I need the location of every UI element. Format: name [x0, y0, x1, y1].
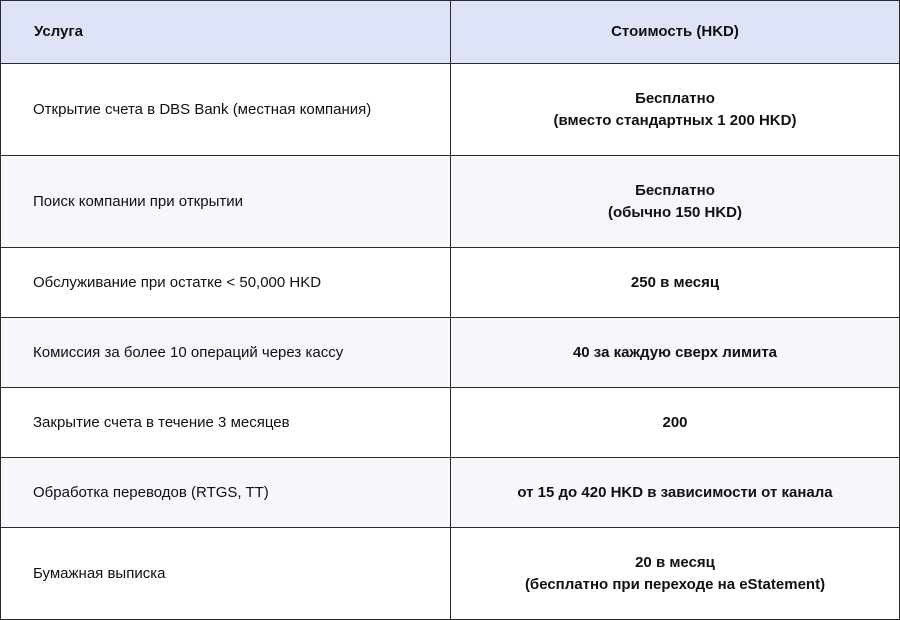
service-cell: Обслуживание при остатке < 50,000 HKD [1, 248, 451, 318]
cost-cell [451, 528, 900, 620]
cost-main: 250 в месяц [630, 273, 720, 291]
table-row [1, 318, 900, 388]
header-cost: Стоимость (HKD) [451, 1, 900, 64]
cost-cell [451, 318, 900, 388]
table-row [1, 388, 900, 458]
table-row [1, 64, 900, 156]
service-cell: Комиссия за более 10 операций через кассу [1, 318, 451, 388]
cost-main: 200 [662, 413, 688, 431]
cost-note: (вместо стандартных 1 200 HKD) [553, 111, 797, 129]
cost-note: (обычно 150 HKD) [607, 203, 743, 221]
cost-cell [451, 156, 900, 248]
cost-cell [451, 458, 900, 528]
table-header [1, 1, 900, 64]
table-row [1, 458, 900, 528]
table-row [1, 248, 900, 318]
service-cell: Закрытие счета в течение 3 месяцев [1, 388, 451, 458]
cost-main: от 15 до 420 HKD в зависимости от канала [517, 483, 833, 501]
cost-note: (бесплатно при переходе на eStatement) [524, 575, 826, 593]
cost-cell [451, 388, 900, 458]
cost-main: Бесплатно [635, 89, 715, 107]
service-cell: Поиск компании при открытии [1, 156, 451, 248]
service-cell: Открытие счета в DBS Bank (местная компания) [1, 64, 451, 156]
header-row [1, 1, 900, 64]
cost-cell [451, 64, 900, 156]
table-row [1, 528, 900, 620]
cost-main: 40 за каждую сверх лимита [572, 343, 778, 361]
table-body [1, 64, 900, 620]
header-service: Услуга [1, 1, 451, 64]
cost-main: 20 в месяц [635, 553, 715, 571]
cost-cell [451, 248, 900, 318]
service-cell: Обработка переводов (RTGS, TT) [1, 458, 451, 528]
cost-main: Бесплатно [635, 181, 715, 199]
service-cell: Бумажная выписка [1, 528, 451, 620]
table-row [1, 156, 900, 248]
